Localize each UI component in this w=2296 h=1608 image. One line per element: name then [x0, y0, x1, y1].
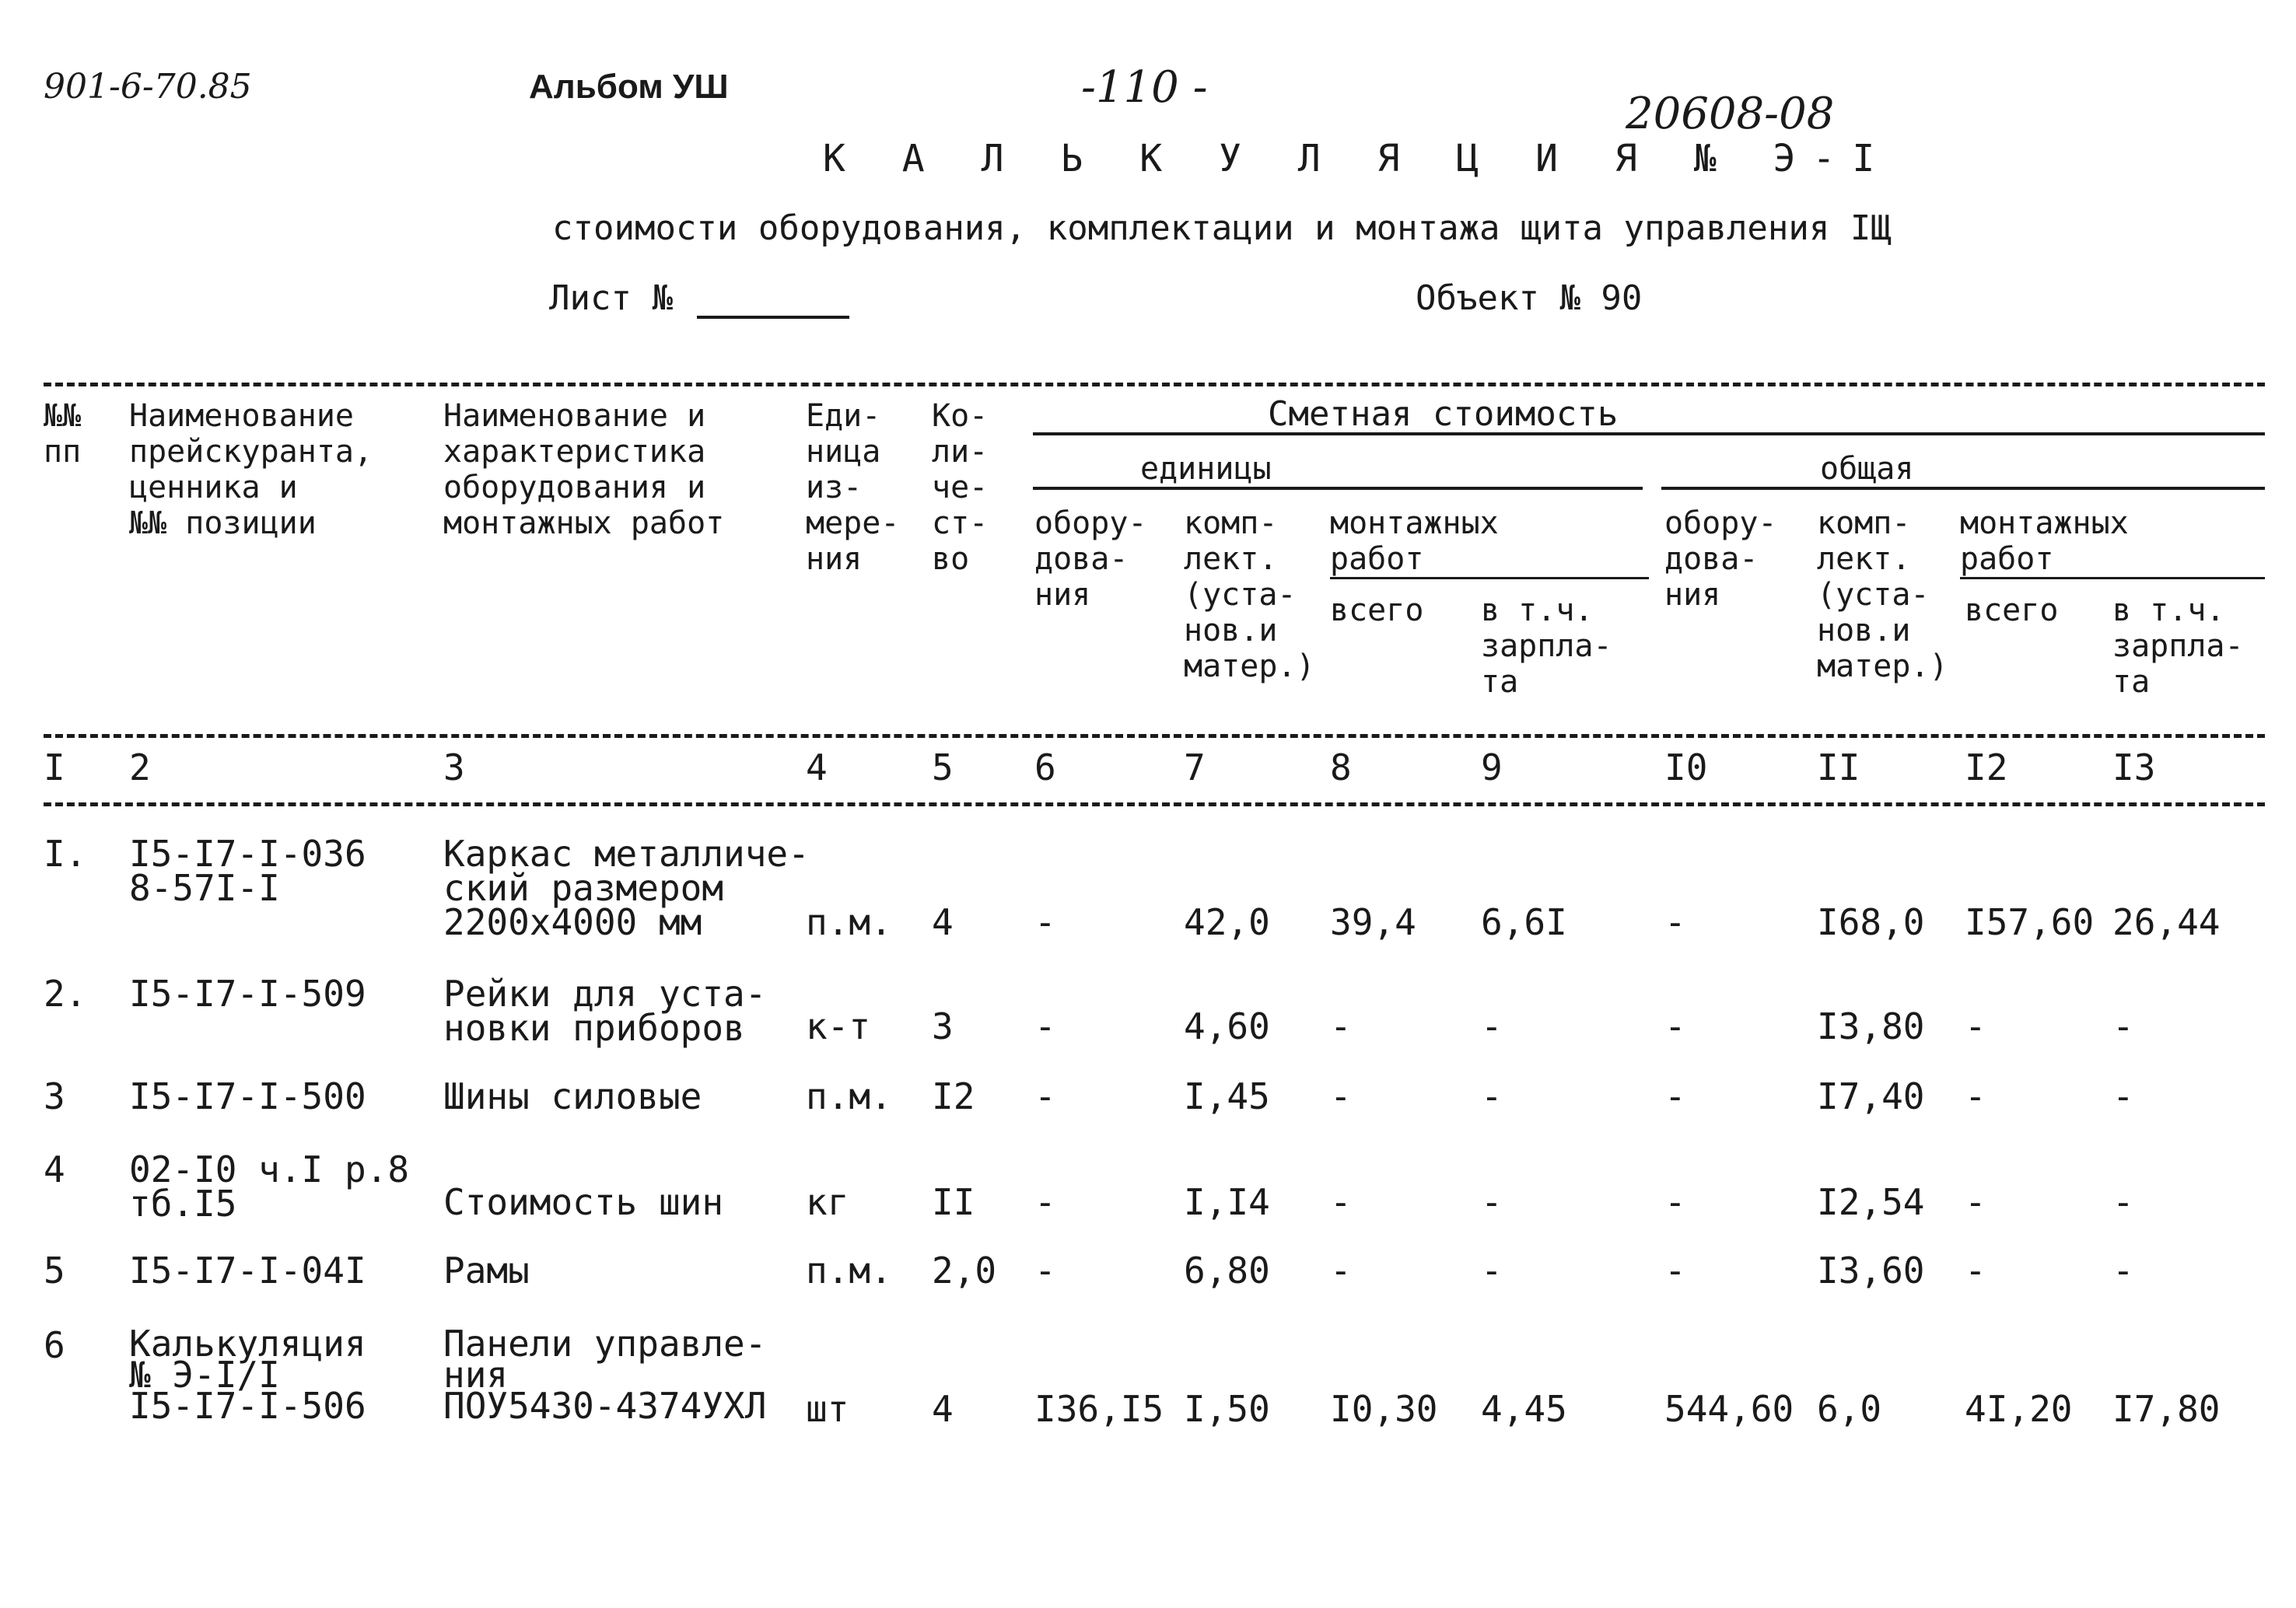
unit-kit: I,50: [1184, 1388, 1270, 1430]
unit-mounting-wage: -: [1481, 1250, 1503, 1292]
column-number: 8: [1330, 746, 1352, 788]
sheet-label: Лист №: [549, 278, 673, 318]
total-mounting-wage: I7,80: [2112, 1388, 2221, 1430]
header-total: общая: [1820, 451, 1914, 487]
total-kit: I68,0: [1817, 901, 1925, 943]
header-unit: Еди- ница из- мере- ния: [806, 398, 900, 577]
column-numbers-rule: [44, 802, 2265, 806]
header-total-kit: комп- лект. (уста- нов.и матер.): [1817, 505, 1948, 684]
quantity: 3: [932, 1005, 954, 1047]
quantity: I2: [932, 1075, 975, 1117]
item-name: Каркас металличе- ский размером 2200х4000 мм: [443, 833, 810, 943]
price-list-code: Калькуляция № Э-I/I I5-I7-I-506: [129, 1323, 366, 1427]
unit-equipment: I36,I5: [1034, 1388, 1164, 1430]
total-mounting-wage: 26,44: [2112, 901, 2221, 943]
album-label: Альбом УШ: [529, 68, 729, 106]
total-kit: I2,54: [1817, 1181, 1925, 1223]
unit-equipment: -: [1034, 1250, 1056, 1292]
column-number: 9: [1481, 746, 1503, 788]
unit: шт: [806, 1388, 849, 1430]
price-list-code: I5-I7-I-04I: [129, 1250, 366, 1292]
unit-equipment: -: [1034, 1005, 1056, 1047]
price-list-code: I5-I7-I-036 8-57I-I: [129, 833, 366, 909]
unit-kit: 42,0: [1184, 901, 1270, 943]
unit-equipment: -: [1034, 1075, 1056, 1117]
total-mounting-all: -: [1965, 1181, 1986, 1223]
unit-kit: I,45: [1184, 1075, 1270, 1117]
unit: к-т: [806, 1005, 871, 1047]
item-name: Шины силовые: [443, 1075, 702, 1117]
total-group-rule: [1661, 487, 2265, 490]
unit-mounting-wage: -: [1481, 1005, 1503, 1047]
header-bottom-rule: [44, 734, 2265, 738]
row-number: 4: [44, 1148, 65, 1190]
header-num: №№ пп: [44, 398, 82, 470]
quantity: II: [932, 1181, 975, 1223]
total-mounting-all: -: [1965, 1075, 1986, 1117]
quantity: 2,0: [932, 1250, 997, 1292]
price-list-code: I5-I7-I-509: [129, 973, 366, 1015]
total-mounting-wage: -: [2112, 1250, 2134, 1292]
unit-total-rule: [1033, 487, 1643, 490]
total-mounting-all: -: [1965, 1005, 1986, 1047]
unit-mounting-wage: -: [1481, 1075, 1503, 1117]
column-number: 3: [443, 746, 465, 788]
column-number: I3: [2112, 746, 2156, 788]
table-top-rule: [44, 383, 2265, 386]
column-number: 6: [1034, 746, 1056, 788]
unit: кг: [806, 1181, 849, 1223]
header-total-all: всего: [1965, 593, 2059, 628]
unit-mounting-all: -: [1330, 1250, 1352, 1292]
unit: п.м.: [806, 901, 892, 943]
unit-kit: 6,80: [1184, 1250, 1270, 1292]
unit-mounting-wage: -: [1481, 1181, 1503, 1223]
column-number: I2: [1965, 746, 2008, 788]
total-mounting-wage: -: [2112, 1075, 2134, 1117]
total-equipment: -: [1664, 1005, 1686, 1047]
object-label: Объект № 90: [1416, 278, 1643, 318]
unit-equipment: -: [1034, 1181, 1056, 1223]
header-unit-mounting: монтажных работ: [1330, 505, 1499, 577]
column-number: I: [44, 746, 65, 788]
row-number: 2.: [44, 973, 87, 1015]
column-number: 7: [1184, 746, 1206, 788]
header-total-wage: в т.ч. зарпла- та: [2112, 593, 2244, 700]
total-equipment: -: [1664, 901, 1686, 943]
archive-number: 20608-08: [1626, 89, 1835, 139]
item-name: Рамы: [443, 1250, 530, 1292]
header-estimate: Сметная стоимость: [1268, 394, 1619, 434]
sheet-number-blank: [697, 316, 849, 319]
unit-mounting-all: 39,4: [1330, 901, 1416, 943]
column-number: 5: [932, 746, 954, 788]
header-price-list: Наименование прейскуранта, ценника и №№ позиции: [129, 398, 373, 541]
unit: п.м.: [806, 1075, 892, 1117]
mounting-total-rule: [1960, 577, 2265, 579]
price-list-code: I5-I7-I-500: [129, 1075, 366, 1117]
item-name: Стоимость шин: [443, 1181, 724, 1223]
header-total-equipment: обору- дова- ния: [1664, 505, 1777, 613]
header-unit-equipment: обору- дова- ния: [1034, 505, 1147, 613]
total-kit: 6,0: [1817, 1388, 1882, 1430]
total-kit: I3,60: [1817, 1250, 1925, 1292]
unit-mounting-wage: 6,6I: [1481, 901, 1567, 943]
total-kit: I7,40: [1817, 1075, 1925, 1117]
header-qty: Ко- ли- че- ст- во: [932, 398, 989, 577]
header-unit-kit: комп- лект. (уста- нов.и матер.): [1184, 505, 1315, 684]
header-unit-wage: в т.ч. зарпла- та: [1481, 593, 1612, 700]
row-number: 5: [44, 1250, 65, 1292]
total-kit: I3,80: [1817, 1005, 1925, 1047]
item-name: Панели управле- ния ПОУ5430-4374УХЛ: [443, 1323, 767, 1427]
total-mounting-all: -: [1965, 1250, 1986, 1292]
row-number: 6: [44, 1324, 65, 1366]
unit-mounting-wage: 4,45: [1481, 1388, 1567, 1430]
total-equipment: 544,60: [1664, 1388, 1794, 1430]
unit-mounting-all: -: [1330, 1005, 1352, 1047]
unit-mounting-all: -: [1330, 1181, 1352, 1223]
document-number: 901-6-70.85: [44, 67, 252, 107]
item-name: Рейки для уста- новки приборов: [443, 973, 767, 1049]
quantity: 4: [932, 901, 954, 943]
estimate-rule: [1033, 432, 2265, 435]
unit-kit: I,I4: [1184, 1181, 1270, 1223]
header-name: Наименование и характеристика оборудования и монтажных работ: [443, 398, 725, 541]
column-number: 2: [129, 746, 151, 788]
row-number: 3: [44, 1075, 65, 1117]
column-number: II: [1817, 746, 1860, 788]
column-number: 4: [806, 746, 828, 788]
header-total-mounting: монтажных работ: [1960, 505, 2129, 577]
price-list-code: 02-I0 ч.I р.8 тб.I5: [129, 1148, 410, 1225]
unit-mounting-all: -: [1330, 1075, 1352, 1117]
row-number: I.: [44, 833, 87, 875]
header-per-unit: единицы: [1140, 451, 1272, 487]
total-equipment: -: [1664, 1075, 1686, 1117]
total-equipment: -: [1664, 1181, 1686, 1223]
header-unit-all: всего: [1330, 593, 1424, 628]
unit: п.м.: [806, 1250, 892, 1292]
unit-kit: 4,60: [1184, 1005, 1270, 1047]
page-subtitle: стоимости оборудования, комплектации и монтажа щита управления IЩ: [552, 208, 1892, 248]
column-number: I0: [1664, 746, 1708, 788]
total-mounting-all: I57,60: [1965, 901, 2095, 943]
total-mounting-all: 4I,20: [1965, 1388, 2073, 1430]
quantity: 4: [932, 1388, 954, 1430]
page-number: -110 -: [1081, 62, 1208, 113]
total-mounting-wage: -: [2112, 1181, 2134, 1223]
mounting-unit-rule: [1330, 577, 1649, 579]
total-mounting-wage: -: [2112, 1005, 2134, 1047]
total-equipment: -: [1664, 1250, 1686, 1292]
unit-mounting-all: I0,30: [1330, 1388, 1438, 1430]
page-title: К А Л Ь К У Л Я Ц И Я № Э-I: [823, 137, 1892, 180]
unit-equipment: -: [1034, 901, 1056, 943]
